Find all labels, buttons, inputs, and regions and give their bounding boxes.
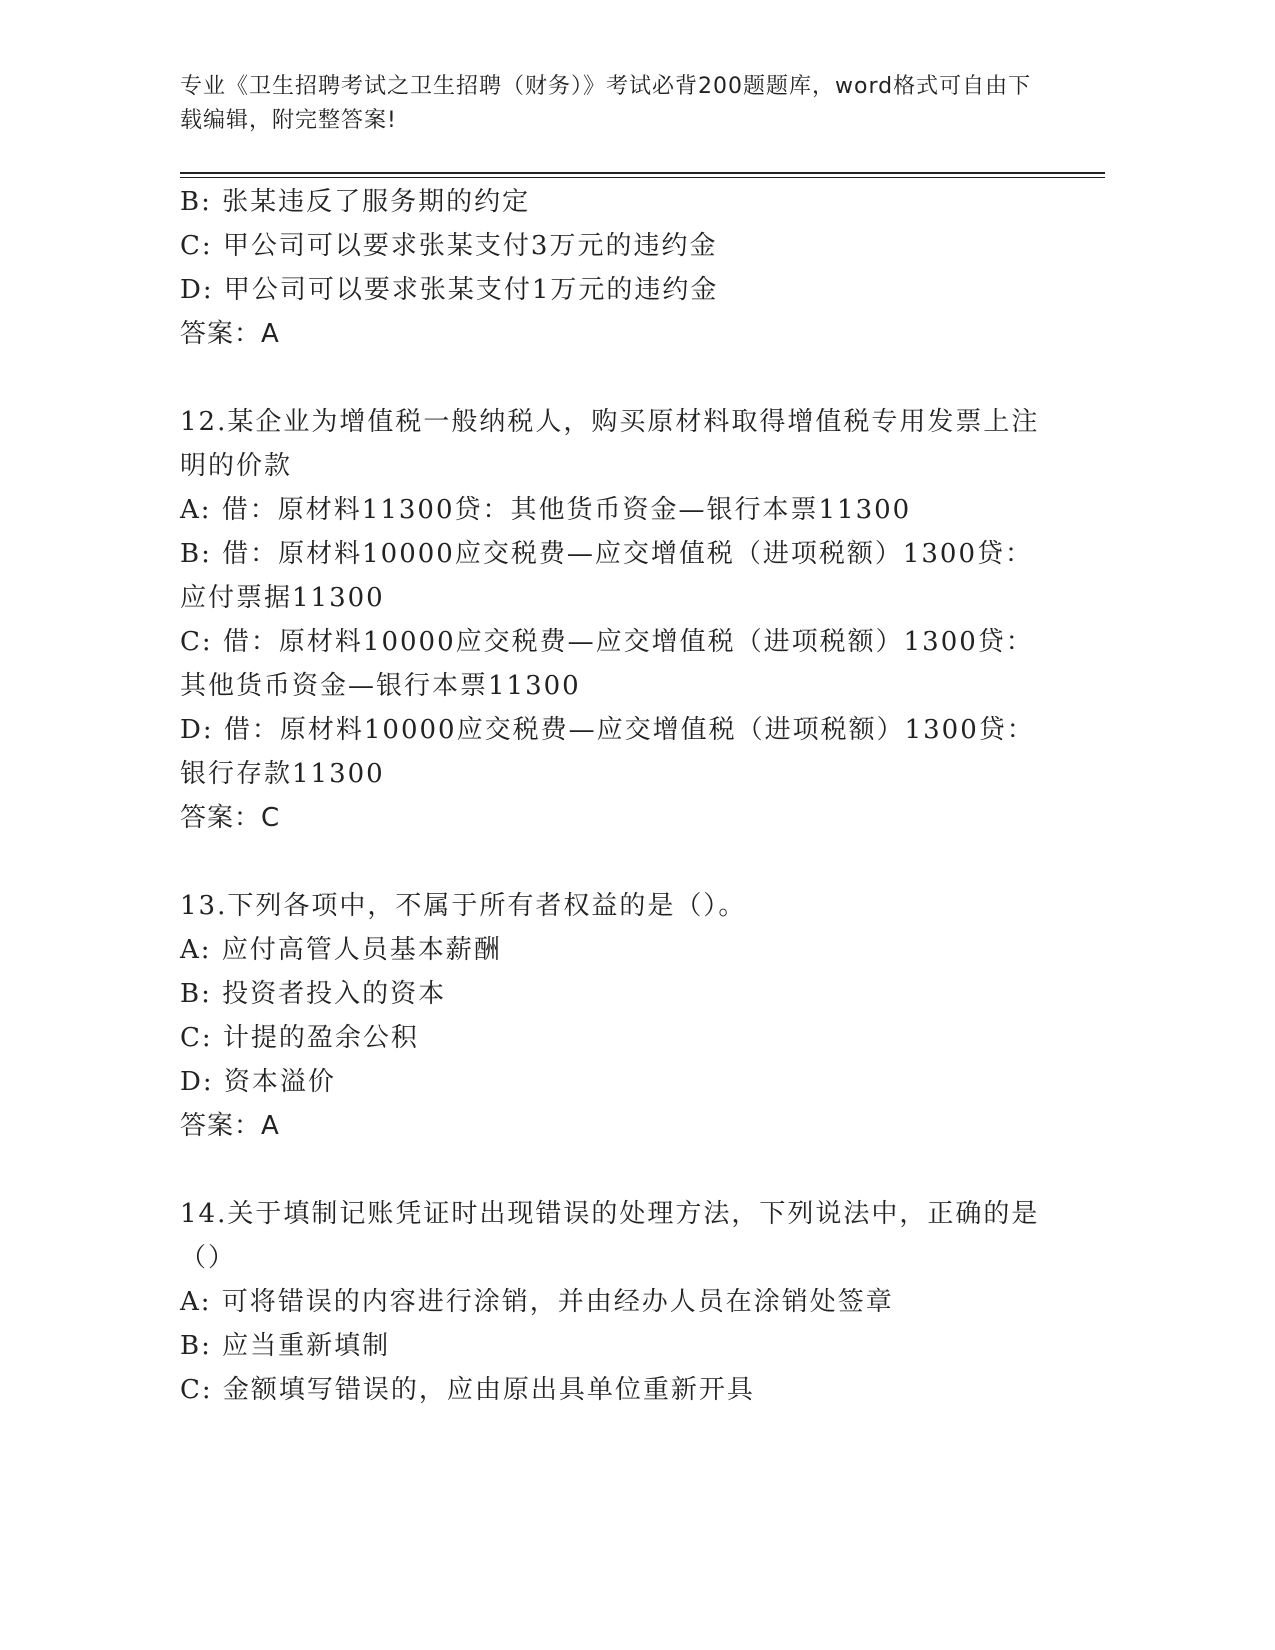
option-c: C: 金额填写错误的，应由原出具单位重新开具: [180, 1375, 755, 1405]
spacer: [180, 1148, 1040, 1192]
option-d: D: 资本溢价: [180, 1067, 336, 1097]
option-b: B: 投资者投入的资本: [180, 979, 447, 1009]
question-11: [180, 180, 1040, 356]
option-b: B: 应当重新填制: [180, 1331, 391, 1361]
document-header: [180, 70, 1040, 138]
option-b: B: 张某违反了服务期的约定: [180, 187, 531, 217]
option-c: C: 借：原材料10000应交税费—应交增值税（进项税额）1300贷：其他货币资金—银行本票11300: [180, 627, 1034, 701]
option-a: A: 借：原材料11300贷：其他货币资金—银行本票11300: [180, 495, 912, 525]
option-a: A: 应付高管人员基本薪酬: [180, 935, 502, 965]
question-13: [180, 884, 1040, 1148]
question-list: [180, 180, 1040, 1412]
question-12: [180, 400, 1040, 840]
answer: 答案：C: [180, 803, 281, 833]
header-rule-thin: [180, 177, 1105, 178]
question-stem: 13.下列各项中，不属于所有者权益的是（）。: [180, 891, 747, 921]
spacer: [180, 840, 1040, 884]
question-stem: 14.关于填制记账凭证时出现错误的处理方法，下列说法中，正确的是（）: [180, 1199, 1040, 1273]
answer: 答案：A: [180, 319, 280, 349]
option-c: C: 甲公司可以要求张某支付3万元的违约金: [180, 231, 718, 261]
question-14: [180, 1192, 1040, 1412]
document-title: 专业《卫生招聘考试之卫生招聘（财务）》考试必背200题题库，word格式可自由下载编辑，附完整答案!: [180, 74, 1032, 133]
question-stem: 12.某企业为增值税一般纳税人，购买原材料取得增值税专用发票上注明的价款: [180, 407, 1040, 481]
header-rule-thick: [180, 172, 1105, 174]
option-d: D: 借：原材料10000应交税费—应交增值税（进项税额）1300贷：银行存款11300: [180, 715, 1035, 789]
option-c: C: 计提的盈余公积: [180, 1023, 419, 1053]
answer: 答案：A: [180, 1111, 280, 1141]
option-b: B: 借：原材料10000应交税费—应交增值税（进项税额）1300贷：应付票据11300: [180, 539, 1034, 613]
spacer: [180, 356, 1040, 400]
option-d: D: 甲公司可以要求张某支付1万元的违约金: [180, 275, 719, 305]
option-a: A: 可将错误的内容进行涂销，并由经办人员在涂销处签章: [180, 1287, 894, 1317]
